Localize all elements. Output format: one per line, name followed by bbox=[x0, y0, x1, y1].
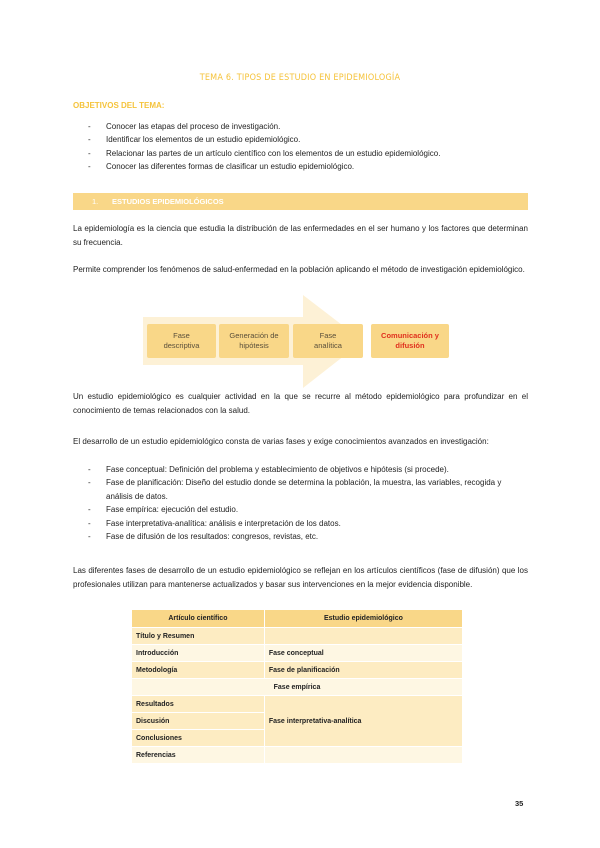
list-item: - Fase conceptual: Definición del problema y establecimiento de objetivos e hipótesis (si procede). bbox=[88, 465, 449, 474]
table-cell: Discusión bbox=[132, 713, 265, 730]
paragraph-definition: La epidemiología es la ciencia que estudia la distribución de las enfermedades en el ser humano y los factores que determinan su frecuencia. bbox=[73, 224, 528, 247]
step-fase-descriptiva: Fase descriptiva bbox=[147, 324, 216, 358]
objectives-heading: OBJETIVOS DEL TEMA: bbox=[73, 101, 165, 110]
paragraph-articles: Las diferentes fases de desarrollo de un estudio epidemiológico se reflejan en los artículos científicos (fase de difusión) que los profesionales utilizan para mantenerse actualizados y basar sus intervenciones en la mejor evidencia disponible. bbox=[73, 566, 528, 589]
paragraph-method: Permite comprender los fenómenos de salud-enfermedad en la población aplicando el método de investigación epidemiológico. bbox=[73, 265, 525, 274]
table-cell: Fase empírica bbox=[132, 679, 463, 696]
table-cell: Introducción bbox=[132, 645, 265, 662]
section-heading-bar bbox=[73, 193, 528, 210]
table-header-row bbox=[132, 610, 463, 628]
table-row bbox=[132, 662, 463, 679]
paragraph-study-definition: Un estudio epidemiológico es cualquier actividad en la que se recurre al método epidemiológico para profundizar en el conocimiento de temas relacionados con la salud. bbox=[73, 392, 528, 415]
table-cell: Metodología bbox=[132, 662, 265, 679]
column-header-articulo: Artículo científico bbox=[132, 610, 265, 628]
table-cell: Fase interpretativa-analítica bbox=[264, 696, 462, 747]
list-item: - Fase de difusión de los resultados: congresos, revistas, etc. bbox=[88, 532, 319, 542]
step-fase-analitica: Fase analítica bbox=[293, 324, 363, 358]
table-row bbox=[132, 696, 463, 713]
objectives-list bbox=[88, 120, 528, 174]
phases-list bbox=[88, 463, 528, 543]
list-item: - Fase de planificación: Diseño del estudio donde se determina la población, la muestra, las variables, recogida y análisis de datos. bbox=[88, 478, 502, 501]
list-item: - Fase interpretativa-analítica: análisis e interpretación de los datos. bbox=[88, 518, 341, 528]
step-comunicacion-difusion: Comunicación y difusión bbox=[371, 324, 449, 358]
paragraph-phases-intro: El desarrollo de un estudio epidemiológico consta de varias fases y exige conocimientos avanzados en investigación: bbox=[73, 437, 489, 446]
column-header-estudio: Estudio epidemiológico bbox=[264, 610, 462, 628]
table-row bbox=[132, 747, 463, 764]
list-item: - Conocer las etapas del proceso de investigación. bbox=[88, 122, 281, 131]
table-cell: Fase conceptual bbox=[264, 645, 462, 662]
table-cell: Conclusiones bbox=[132, 730, 265, 747]
table-cell: Resultados bbox=[132, 696, 265, 713]
table-row bbox=[132, 645, 463, 662]
list-item: - Identificar los elementos de un estudio epidemiológico. bbox=[88, 135, 301, 145]
step-generacion-hipotesis: Generación de hipótesis bbox=[219, 324, 289, 358]
table-cell bbox=[264, 747, 462, 764]
table-cell: Referencias bbox=[132, 747, 265, 764]
list-item: - Relacionar las partes de un artículo científico con los elementos de un estudio epidemiológico. bbox=[88, 148, 441, 158]
page-title: TEMA 6. TIPOS DE ESTUDIO EN EPIDEMIOLOGÍA bbox=[199, 73, 401, 83]
table-cell: Fase de planificación bbox=[264, 662, 462, 679]
table-cell: Título y Resumen bbox=[132, 628, 265, 645]
table-cell bbox=[264, 628, 462, 645]
list-item: - Conocer las diferentes formas de clasificar un estudio epidemiológico. bbox=[88, 162, 355, 172]
section-title: ESTUDIOS EPIDEMIOLÓGICOS bbox=[112, 197, 224, 206]
table-row bbox=[132, 628, 463, 645]
process-diagram bbox=[143, 295, 463, 388]
list-item: - Fase empírica: ejecución del estudio. bbox=[88, 505, 239, 515]
page-number: 35 bbox=[515, 799, 524, 808]
comparison-table bbox=[131, 609, 463, 764]
table-row bbox=[132, 679, 463, 696]
section-number: 1. bbox=[92, 197, 99, 206]
